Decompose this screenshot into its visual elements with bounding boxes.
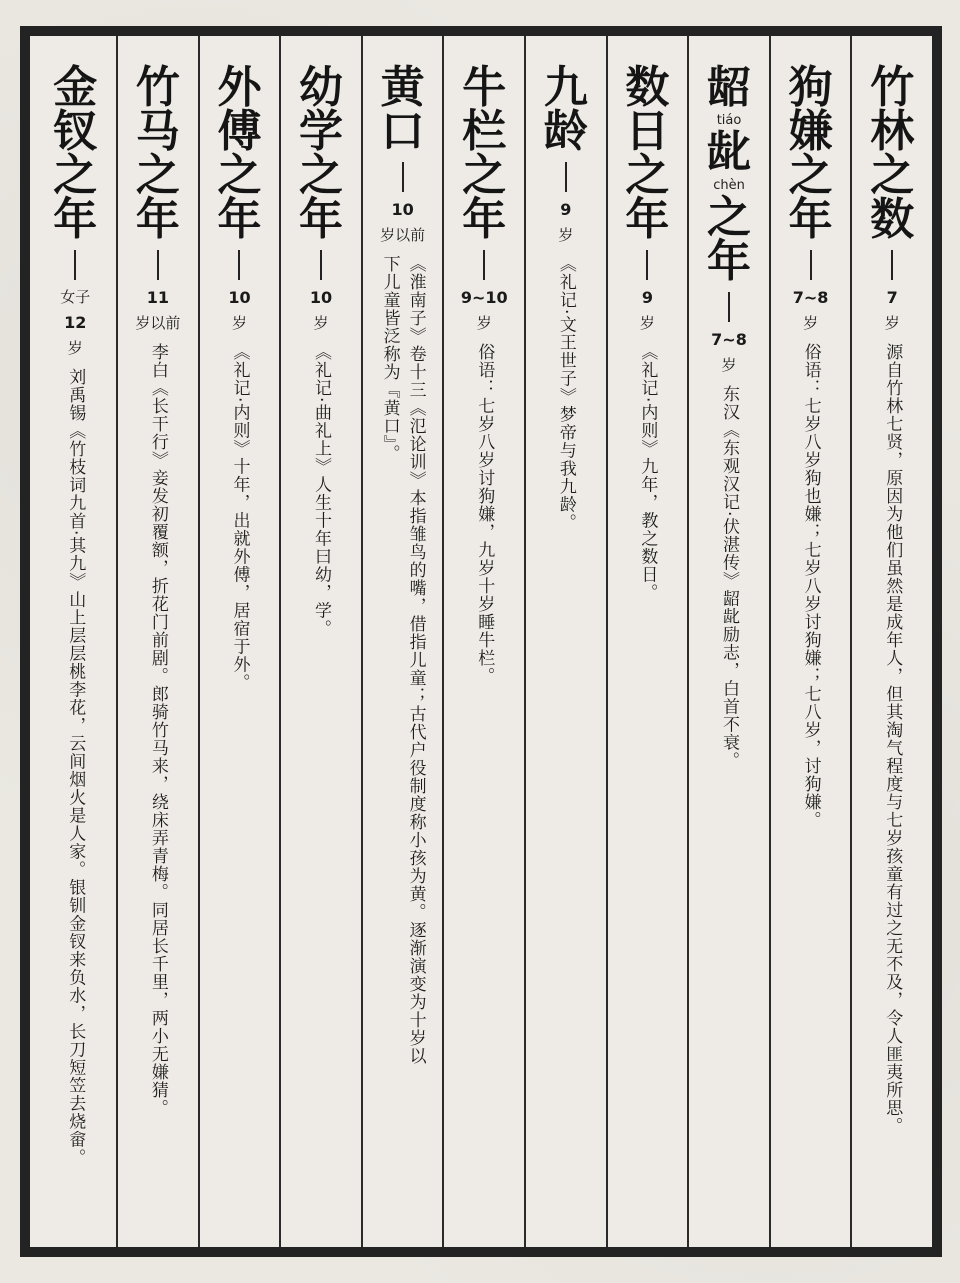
age-label — [310, 288, 332, 333]
title-char: 之 — [299, 150, 344, 201]
title-char: 年 — [217, 194, 262, 245]
title-char: 口 — [380, 106, 425, 157]
title-char: 龄 — [543, 106, 588, 157]
divider-dash — [74, 250, 76, 280]
title-char: 年 — [462, 194, 507, 245]
term-title — [771, 62, 851, 829]
term-title — [34, 62, 116, 1166]
age-value: 10 — [309, 288, 333, 307]
term-column — [850, 36, 932, 1247]
pinyin-annotation: chèn — [713, 178, 745, 193]
age-value: 12 — [64, 312, 87, 332]
title-char: 学 — [299, 106, 344, 157]
divider-dash — [320, 250, 322, 280]
term-description: 《淮南子》卷十三《氾论训》本指雏鸟的嘴，借指儿童；古代户役制度称小孩为黄。逐渐演变为十岁以下儿童皆泛称为『黄口』。 — [379, 254, 426, 1065]
age-label — [135, 288, 180, 333]
age-unit: 岁 — [476, 314, 492, 332]
term-title — [689, 62, 769, 770]
age-unit: 岁 — [721, 356, 737, 374]
divider-dash — [728, 292, 730, 322]
divider-dash — [646, 250, 648, 280]
age-prefix: 女子 — [60, 288, 91, 306]
term-description: 源自竹林七贤，原因为他们虽然是成年人，但其淘气程度与七岁孩童有过之无不及，令人匪夷所思。 — [882, 342, 903, 1135]
term-column — [524, 36, 606, 1247]
title-char: 之 — [707, 192, 752, 243]
term-description: 《礼记·内则》九年，教之数日。 — [637, 342, 658, 602]
age-label — [558, 200, 573, 245]
title-char: 金 — [53, 62, 98, 113]
age-value: 7~8 — [711, 330, 747, 349]
term-column — [442, 36, 524, 1247]
age-unit: 岁以前 — [135, 314, 181, 332]
age-label — [60, 288, 90, 358]
divider-dash — [238, 250, 240, 280]
age-label — [461, 288, 508, 333]
term-title — [118, 62, 198, 1117]
term-column — [34, 36, 116, 1247]
age-unit: 岁 — [558, 226, 574, 244]
divider-dash — [891, 250, 893, 280]
age-unit: 岁 — [67, 338, 83, 357]
term-title — [444, 62, 524, 685]
title-char: 马 — [135, 106, 180, 157]
term-title — [852, 62, 932, 1135]
age-value: 9 — [560, 200, 572, 219]
term-title — [526, 62, 606, 532]
term-title — [200, 62, 280, 692]
term-description: 《礼记·曲礼上》人生十年曰幼，学。 — [311, 342, 332, 638]
title-char: 竹 — [870, 62, 915, 113]
age-label — [885, 288, 900, 333]
title-char: 龆 — [707, 62, 752, 113]
title-char: 幼 — [299, 62, 344, 113]
term-description: 《礼记·文王世子》梦帝与我九龄。 — [555, 254, 576, 532]
title-char: 竹 — [135, 62, 180, 113]
divider-dash — [402, 162, 404, 192]
title-char: 傅 — [217, 106, 262, 157]
divider-dash — [157, 250, 159, 280]
framed-panel — [20, 26, 942, 1257]
title-char: 年 — [788, 194, 833, 245]
title-char: 之 — [462, 150, 507, 201]
pinyin-annotation: tiáo — [716, 113, 742, 128]
title-char: 之 — [788, 150, 833, 201]
age-value: 9~10 — [460, 288, 508, 307]
title-char: 之 — [625, 150, 670, 201]
term-description: 俗语：七岁八岁讨狗嫌，九岁十岁睡牛栏。 — [474, 342, 495, 685]
title-char: 牛 — [462, 62, 507, 113]
term-description: 俗语：七岁八岁狗也嫌；七岁八岁讨狗嫌；七八岁，讨狗嫌。 — [800, 342, 821, 829]
title-char: 年 — [707, 236, 752, 287]
term-title — [281, 62, 361, 638]
age-value: 11 — [146, 288, 169, 307]
title-char: 数 — [625, 62, 670, 113]
title-char: 之 — [135, 150, 180, 201]
title-char: 年 — [299, 194, 344, 245]
term-description: 刘禹锡《竹枝词九首·其九》山上层层桃李花，云间烟火是人家。银钏金钗来负水，长刀短笠去烧畲。 — [65, 367, 86, 1166]
term-description: 李白《长干行》妾发初覆额，折花门前剧。郎骑竹马来，绕床弄青梅。同居长千里，两小无嫌猜。 — [147, 342, 168, 1117]
term-title — [608, 62, 688, 602]
age-value: 7 — [886, 288, 898, 307]
title-char: 嫌 — [788, 106, 833, 157]
divider-dash — [810, 250, 812, 280]
title-char: 黄 — [380, 62, 425, 113]
age-label — [711, 330, 747, 375]
age-label — [380, 200, 425, 245]
title-char: 外 — [217, 62, 262, 113]
age-unit: 岁 — [803, 314, 819, 332]
title-char: 年 — [625, 194, 670, 245]
title-char: 年 — [53, 194, 98, 245]
title-char: 九 — [543, 62, 588, 113]
age-label — [228, 288, 250, 333]
term-column — [198, 36, 280, 1247]
title-char: 林 — [870, 106, 915, 157]
age-label — [793, 288, 829, 333]
title-char: 钗 — [53, 106, 98, 157]
title-char: 狗 — [788, 62, 833, 113]
divider-dash — [483, 250, 485, 280]
age-unit: 岁 — [884, 314, 900, 332]
term-description: 《礼记·内则》十年，出就外傅，居宿于外。 — [229, 342, 250, 692]
title-char: 龀 — [707, 127, 752, 178]
title-char: 年 — [135, 194, 180, 245]
age-value: 10 — [228, 288, 251, 307]
age-label — [640, 288, 655, 333]
term-column — [769, 36, 851, 1247]
term-column — [279, 36, 361, 1247]
term-title — [363, 62, 443, 1075]
term-description: 东汉《东观汉记·伏湛传》龆龀励志，白首不衰。 — [719, 384, 740, 770]
title-char: 之 — [53, 150, 98, 201]
age-unit: 岁 — [231, 314, 247, 332]
title-char: 之 — [217, 150, 262, 201]
title-char: 数 — [870, 194, 915, 245]
title-char: 日 — [625, 106, 670, 157]
age-value: 9 — [641, 288, 653, 307]
age-unit: 岁 — [639, 314, 655, 332]
age-value: 10 — [391, 200, 414, 219]
term-column — [361, 36, 443, 1247]
age-unit: 岁 — [313, 314, 329, 332]
term-column — [606, 36, 688, 1247]
term-column — [116, 36, 198, 1247]
term-column — [687, 36, 769, 1247]
title-char: 之 — [870, 150, 915, 201]
age-value: 7~8 — [792, 288, 829, 307]
divider-dash — [565, 162, 567, 192]
columns-container — [30, 36, 932, 1247]
age-unit: 岁以前 — [380, 226, 426, 244]
title-char: 栏 — [462, 106, 507, 157]
